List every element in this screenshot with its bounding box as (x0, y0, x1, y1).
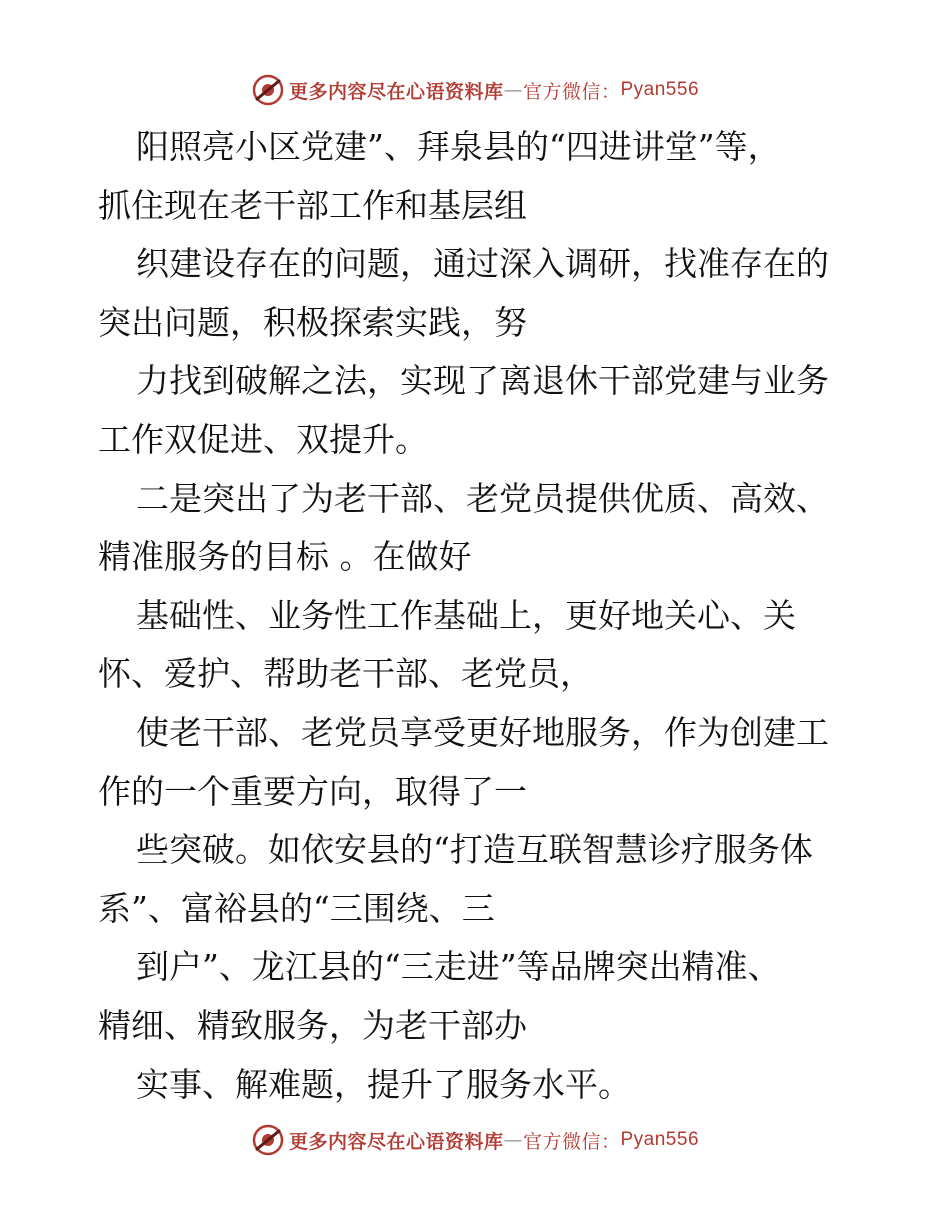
text-line-16: 精细、精致服务，为老干部办 (98, 1005, 527, 1045)
text-line-12: 作的一个重要方向，取得了一 (98, 771, 527, 811)
brand-name: 更多内容尽在心语资料库 (288, 80, 504, 103)
text-line-17: 实事、解难题，提升了服务水平。 (136, 1064, 631, 1104)
banner-dash: — (503, 79, 523, 101)
text-line-8: 精准服务的目标 。在做好 (98, 537, 472, 577)
text-line-15: 到户”、龙江县的“三走进”等品牌突出精准、 (136, 947, 781, 987)
header-watermark (0, 70, 950, 110)
wechat-label: 官方微信： (522, 1130, 621, 1153)
text-line-11: 使老干部、老党员享受更好地服务，作为创建工 (136, 712, 829, 752)
text-line-7: 二是突出了为老干部、老党员提供优质、高效、 (136, 478, 829, 518)
banner-dash: — (503, 1129, 523, 1151)
brand-logo-icon (251, 73, 285, 107)
text-line-13: 些突破。如依安县的“打造互联智慧诊疗服务体 (136, 830, 813, 870)
wechat-handle: Pyan556 (620, 1129, 700, 1150)
text-line-9: 基础性、业务性工作基础上，更好地关心、关 (136, 595, 796, 635)
text-line-2: 抓住现在老干部工作和基层组 (98, 185, 527, 225)
wechat-label: 官方微信： (522, 80, 621, 103)
brand-name: 更多内容尽在心语资料库 (288, 1130, 504, 1153)
brand-logo-icon (251, 1123, 285, 1157)
text-line-3: 织建设存在的问题，通过深入调研，找准存在的 (136, 244, 829, 284)
text-line-1: 阳照亮小区党建”、拜泉县的“四进讲堂”等， (136, 127, 781, 166)
document-body (98, 118, 858, 1114)
text-line-14: 系”、富裕县的“三围绕、三 (98, 888, 495, 928)
text-line-5: 力找到破解之法，实现了离退休干部党建与业务 (136, 361, 829, 401)
wechat-handle: Pyan556 (620, 79, 700, 100)
text-line-6: 工作双促进、双提升。 (98, 419, 428, 459)
footer-watermark (0, 1120, 950, 1160)
text-line-10: 怀、爱护、帮助老干部、老党员， (98, 654, 593, 694)
text-line-4: 突出问题，积极探索实践，努 (98, 302, 527, 342)
